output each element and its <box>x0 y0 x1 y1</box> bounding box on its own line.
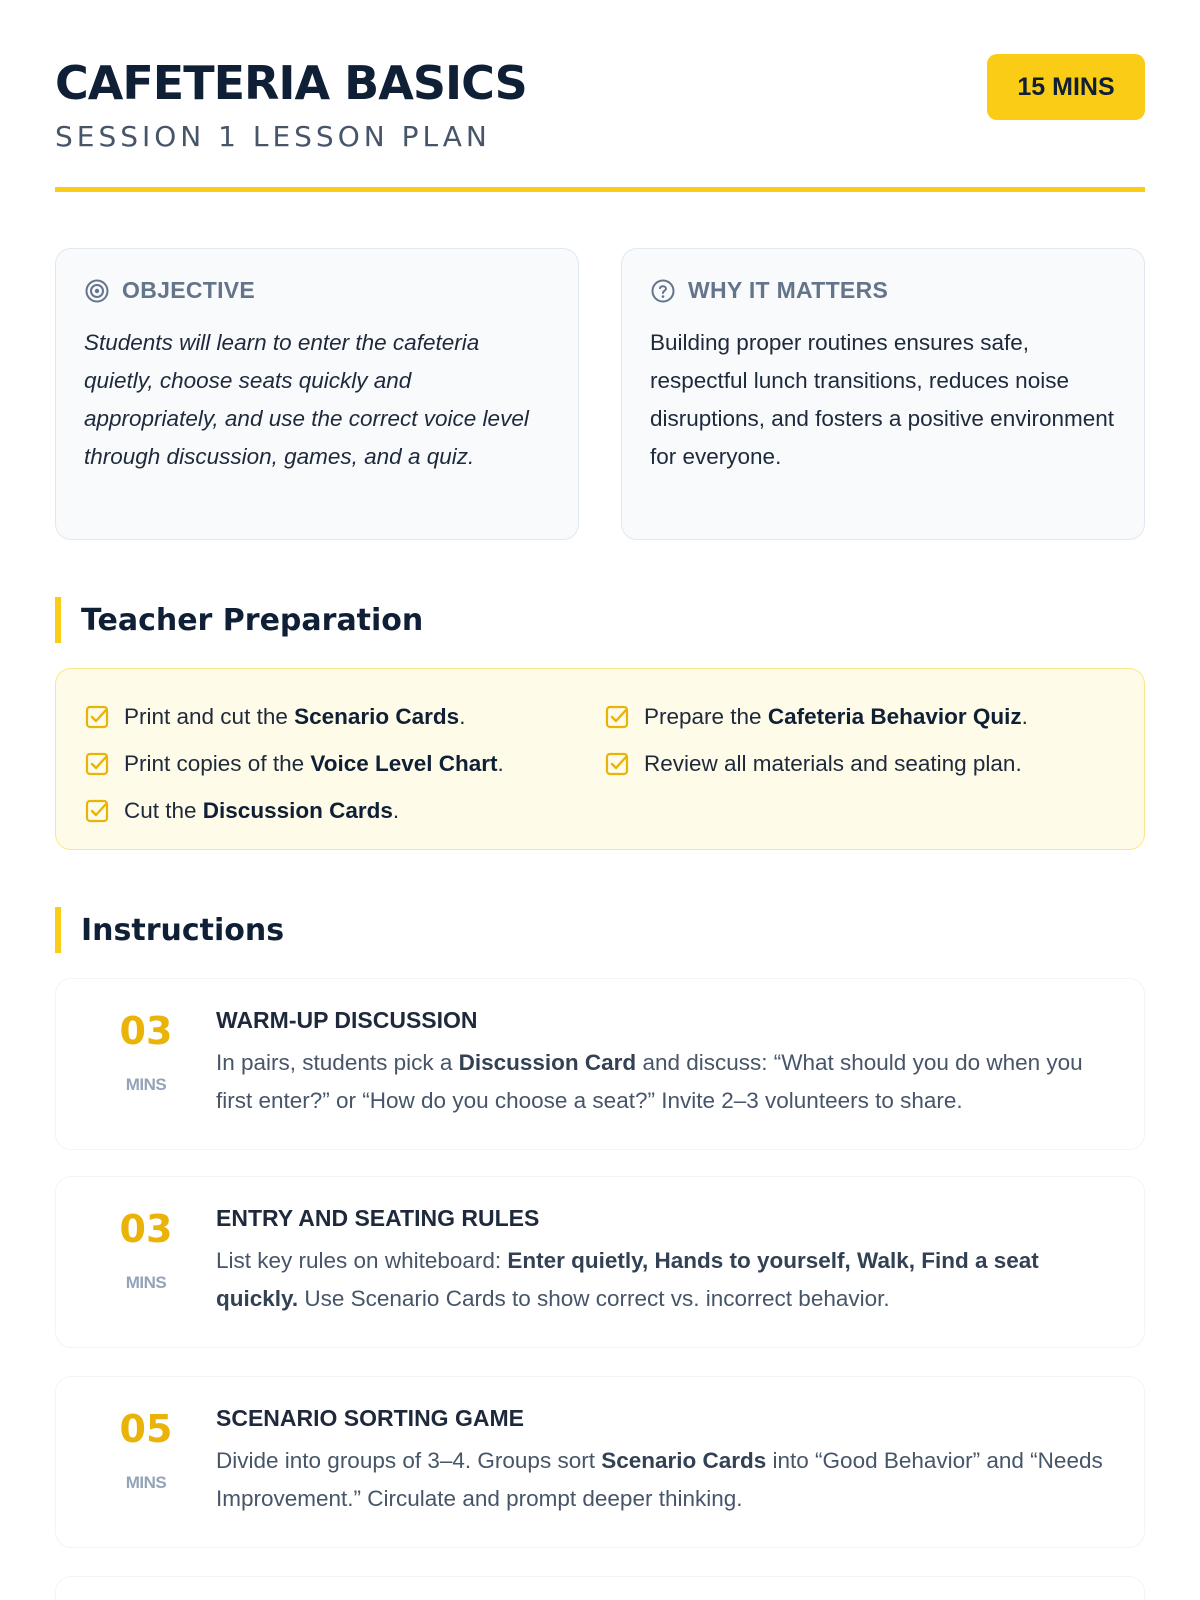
step-title: ENTRY AND SEATING RULES <box>216 1205 540 1231</box>
instruction-step <box>55 1176 1145 1348</box>
why-text: Building proper routines ensures safe, respectful lunch transitions, reduces noise disruptions, and fosters a positive environment for everyone. <box>650 330 1114 469</box>
target-icon <box>84 278 110 304</box>
instructions-heading: Instructions <box>55 907 284 953</box>
step-title: WARM-UP DISCUSSION <box>216 1007 478 1033</box>
page-subtitle: SESSION 1 LESSON PLAN <box>55 120 491 153</box>
step-minutes: 03 <box>119 1207 173 1251</box>
objective-text: Students will learn to enter the cafeteria quietly, choose seats quickly and appropriately, and use the correct voice level through discussion, games, and a quiz. <box>84 330 529 469</box>
prep-item: Prepare the Cafeteria Behavior Quiz. <box>604 693 1116 740</box>
instruction-step <box>55 1376 1145 1548</box>
why-it-matters-card <box>621 248 1145 540</box>
prep-item: Cut the Discussion Cards. <box>84 787 596 834</box>
info-cards <box>55 248 1145 540</box>
objective-title: OBJECTIVE <box>122 277 256 303</box>
prep-column-right <box>596 693 1116 825</box>
checkbox-checked-icon <box>604 704 630 730</box>
prep-item: Review all materials and seating plan. <box>604 740 1116 787</box>
step-unit: MINS <box>125 1473 167 1492</box>
step-description: Divide into groups of 3–4. Groups sort Scenario Cards into “Good Behavior” and “Needs Improvement.” Circulate and prompt deeper thinking. <box>216 1448 1103 1511</box>
step-title: SCENARIO SORTING GAME <box>216 1405 524 1431</box>
page-title: CAFETERIA BASICS <box>55 56 527 110</box>
help-circle-icon <box>650 278 676 304</box>
step-minutes: 03 <box>119 1009 173 1053</box>
step-unit: MINS <box>125 1075 167 1094</box>
teacher-preparation-heading: Teacher Preparation <box>55 597 423 643</box>
instruction-step <box>55 978 1145 1150</box>
why-title: WHY IT MATTERS <box>688 277 889 303</box>
instruction-step-partial <box>55 1576 1145 1600</box>
step-description: List key rules on whiteboard: Enter quietly, Hands to yourself, Walk, Find a seat quickly. Use Scenario Cards to show correct vs. incorrect behavior. <box>216 1248 1039 1311</box>
prep-item: Print and cut the Scenario Cards. <box>84 693 596 740</box>
checkbox-checked-icon <box>84 798 110 824</box>
checkbox-checked-icon <box>84 751 110 777</box>
page-header <box>55 0 1145 192</box>
step-description: In pairs, students pick a Discussion Card and discuss: “What should you do when you first enter?” or “How do you choose a seat?” Invite 2–3 volunteers to share. <box>216 1050 1083 1113</box>
checkbox-checked-icon <box>604 751 630 777</box>
step-unit: MINS <box>125 1273 167 1292</box>
objective-card <box>55 248 579 540</box>
prep-column-left <box>84 693 596 825</box>
step-minutes: 05 <box>119 1407 173 1451</box>
teacher-preparation-panel <box>55 668 1145 850</box>
checkbox-checked-icon <box>84 704 110 730</box>
duration-badge: 15 MINS <box>987 54 1145 120</box>
prep-item: Print copies of the Voice Level Chart. <box>84 740 596 787</box>
